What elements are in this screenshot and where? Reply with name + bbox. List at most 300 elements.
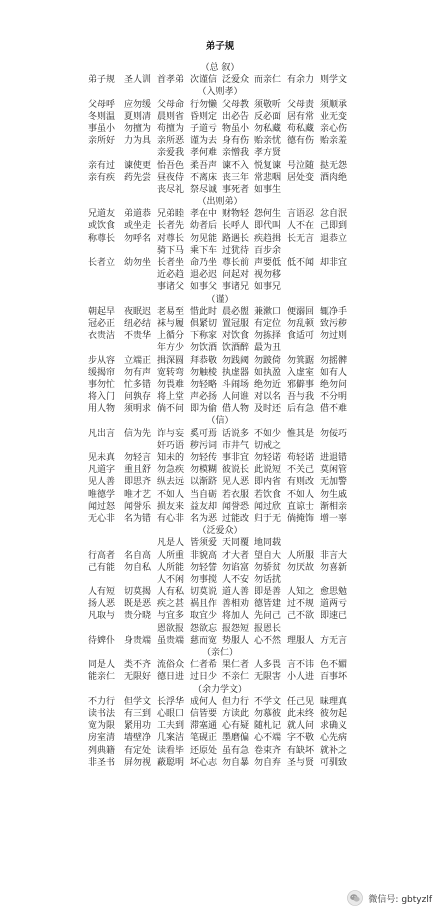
verse-phrase: 愈思勉 (320, 587, 348, 598)
verse-phrase: 还原处 (190, 745, 218, 756)
verse-phrase: 己即到 (320, 221, 348, 232)
verse-phrase: 不如少 (254, 428, 282, 439)
verse-phrase: 皆须爱 (190, 538, 218, 549)
verse-phrase: 父母教 (222, 99, 250, 110)
verse-phrase: 益友却 (190, 501, 218, 512)
verse-phrase: 勿过则 (320, 331, 348, 342)
verse-phrase: 无限好 (124, 672, 152, 683)
verse-line (0, 513, 440, 525)
verse-phrase: 凡道字 (88, 465, 116, 476)
verse-phrase: 心不然 (254, 635, 282, 646)
verse-phrase: 倘不问 (157, 404, 185, 415)
verse-phrase: 倘掩饰 (287, 513, 315, 524)
verse-phrase: 忙多错 (124, 379, 152, 390)
verse-phrase: 百事坏 (320, 672, 348, 683)
verse-phrase: 凡是人 (157, 538, 185, 549)
verse-line (0, 208, 440, 220)
verse-phrase: 疾趋揖 (254, 233, 282, 244)
verse-phrase: 拜恭敬 (190, 355, 218, 366)
verse-phrase: 如执盈 (254, 367, 282, 378)
verse-phrase: 勿自弃 (254, 757, 282, 768)
verse-phrase: 应勿缓 (124, 99, 152, 110)
verse-phrase: 如事父 (190, 282, 218, 293)
verse-phrase: 百步余 (254, 245, 282, 256)
verse-phrase: 借不难 (320, 404, 348, 415)
verse-phrase: 父母呼 (88, 99, 116, 110)
verse-phrase: 己有能 (88, 562, 116, 573)
verse-phrase: 墨磨偏 (222, 733, 250, 744)
verse-phrase: 切戒之 (254, 440, 282, 451)
verse-phrase: 有定处 (124, 745, 152, 756)
verse-phrase: 怡吾色 (157, 160, 185, 171)
verse-phrase: 怨欲忘 (190, 623, 218, 634)
verse-phrase: 老易至 (157, 306, 185, 317)
verse-phrase: 卷束齐 (254, 745, 282, 756)
verse-phrase: 德皆建 (254, 599, 282, 610)
verse-phrase: 仁者希 (190, 660, 218, 671)
verse-phrase: 物虽小 (222, 123, 250, 134)
verse-phrase: 慈而宽 (190, 635, 218, 646)
verse-phrase: 次谨信 (190, 75, 218, 86)
verse-phrase: 几案洁 (157, 733, 185, 744)
verse-phrase: 损友来 (157, 501, 185, 512)
verse-line (0, 160, 440, 172)
verse-line (0, 147, 440, 159)
verse-phrase: 惟其是 (287, 428, 315, 439)
verse-phrase: 但力行 (222, 696, 250, 707)
verse-phrase: 贻亲忧 (254, 136, 282, 147)
verse-phrase: 谨为去 (190, 136, 218, 147)
verse-phrase: 此未终 (287, 708, 315, 719)
verse-phrase: 不关己 (287, 465, 315, 476)
verse-phrase: 读书法 (88, 708, 116, 719)
verse-phrase: 果仁者 (222, 660, 250, 671)
verse-phrase: 即思齐 (124, 477, 152, 488)
verse-phrase: 列典籍 (88, 745, 116, 756)
verse-line (0, 623, 440, 635)
verse-phrase: 人不闲 (157, 574, 185, 585)
verse-phrase: 如有人 (320, 367, 348, 378)
verse-phrase: 对饮食 (222, 331, 250, 342)
verse-phrase: 过能改 (222, 513, 250, 524)
verse-line (0, 74, 440, 86)
verse-phrase: 宽转弯 (157, 367, 185, 378)
verse-line (0, 708, 440, 720)
verse-phrase: 勿私藏 (254, 123, 282, 134)
verse-phrase: 幼者后 (190, 221, 218, 232)
verse-phrase: 方无言 (320, 635, 348, 646)
verse-line (0, 428, 440, 440)
verse-line (0, 659, 440, 671)
verse-phrase: 勿慕彼 (254, 708, 282, 719)
verse-phrase: 名为恶 (190, 513, 218, 524)
verse-phrase: 或饮食 (88, 221, 116, 232)
verse-phrase: 先问己 (254, 611, 282, 622)
verse-phrase: 骑下马 (157, 245, 185, 256)
verse-phrase: 勿生戚 (320, 489, 348, 500)
verse-phrase: 就补之 (320, 745, 348, 756)
verse-phrase: 辄净手 (320, 306, 348, 317)
verse-phrase: 居处变 (287, 172, 315, 183)
verse-phrase: 祭尽诚 (190, 184, 218, 195)
verse-phrase: 若衣服 (222, 489, 250, 500)
verse-phrase: 勿呼名 (124, 233, 152, 244)
verse-phrase: 丧尽礼 (157, 184, 185, 195)
verse-phrase: 即内省 (254, 477, 282, 488)
verse-phrase: 天同覆 (222, 538, 250, 549)
verse-phrase: 退必迟 (190, 270, 218, 281)
verse-line (0, 379, 440, 391)
verse-phrase: 上循分 (157, 331, 185, 342)
verse-phrase: 闻誉恐 (222, 501, 250, 512)
verse-phrase: 亲心伤 (320, 123, 348, 134)
verse-phrase: 首孝弟 (157, 75, 185, 86)
verse-line (0, 281, 440, 293)
verse-phrase: 步从容 (88, 355, 116, 366)
verse-phrase: 就人问 (287, 721, 315, 732)
verse-line (0, 123, 440, 135)
verse-phrase: 将加人 (222, 611, 250, 622)
verse-phrase: 不如人 (157, 489, 185, 500)
verse-phrase: 即是善 (254, 587, 282, 598)
verse-phrase: 斗闹场 (222, 379, 250, 390)
verse-phrase: 泛爱众 (222, 75, 250, 86)
verse-line (0, 476, 440, 488)
verse-phrase: 过不规 (287, 599, 315, 610)
verse-phrase: 奸巧语 (157, 440, 185, 451)
verse-line (0, 257, 440, 269)
verse-phrase: 及时还 (254, 404, 282, 415)
verse-phrase: 身贵端 (124, 635, 152, 646)
verse-line (0, 537, 440, 549)
verse-phrase: 事诸兄 (222, 282, 250, 293)
verse-phrase: 怨何生 (254, 209, 282, 220)
verse-phrase: 以渐跻 (190, 477, 218, 488)
verse-phrase: 须顺承 (320, 99, 348, 110)
page-title: 弟子规 (205, 41, 235, 52)
verse-phrase: 报怨短 (222, 623, 250, 634)
verse-phrase: 同是人 (88, 660, 116, 671)
verse-phrase: 报恩长 (254, 623, 282, 634)
verse-phrase: 问起对 (222, 270, 250, 281)
verse-phrase: 人所服 (287, 550, 315, 561)
watermark-text: 微信号: gbtyzlf (368, 894, 432, 905)
verse-line (0, 671, 440, 683)
verse-phrase: 亲有疾 (88, 172, 116, 183)
verse-line (0, 220, 440, 232)
verse-line (0, 501, 440, 513)
verse-phrase: 夜眠迟 (124, 306, 152, 317)
verse-phrase: 名自高 (124, 550, 152, 561)
verse-phrase: 父母命 (157, 99, 185, 110)
verse-phrase: 若饮食 (254, 489, 282, 500)
verse-phrase: 兄弟睦 (157, 209, 185, 220)
verse-phrase: 致污秽 (320, 318, 348, 329)
verse-phrase: 但学文 (124, 696, 152, 707)
verse-phrase: 惜此时 (190, 306, 218, 317)
verse-phrase: 朝起早 (88, 306, 116, 317)
verse-phrase: 事非宜 (222, 453, 250, 463)
verse-phrase: 切莫说 (190, 587, 218, 598)
verse-phrase: 望自大 (254, 550, 282, 561)
verse-phrase: 勿急疾 (157, 465, 185, 476)
verse-phrase: 唯德学 (88, 489, 116, 500)
verse-phrase: 才大者 (222, 550, 250, 561)
verse-phrase: 祸且作 (190, 599, 218, 610)
verse-phrase: 贻亲羞 (320, 136, 348, 147)
verse-phrase: 切莫揭 (124, 587, 152, 598)
verse-phrase: 非圣书 (88, 757, 116, 768)
verse-phrase: 勿谄富 (222, 562, 250, 573)
verse-line (0, 562, 440, 574)
verse-phrase: 勿擅为 (124, 123, 152, 134)
verse-line (0, 464, 440, 476)
verse-phrase: 人所重 (157, 550, 185, 561)
verse-phrase: 行高者 (88, 550, 116, 561)
verse-phrase: 人知之 (287, 587, 315, 598)
verse-phrase: 闻誉乐 (124, 501, 152, 512)
verse-phrase: 有缺坏 (287, 745, 315, 756)
verse-phrase: 勿轻传 (190, 453, 218, 463)
verse-phrase: 衣贵洁 (88, 331, 116, 342)
verse-phrase: 下称家 (190, 331, 218, 342)
verse-phrase: 无加警 (320, 477, 348, 488)
verse-phrase: 人不安 (222, 574, 250, 585)
verse-phrase: 人有短 (88, 587, 116, 598)
verse-phrase: 将上堂 (157, 392, 185, 403)
verse-phrase: 低不闻 (287, 258, 315, 268)
verse-phrase: 过日少 (190, 672, 218, 683)
verse-phrase: 任己见 (287, 696, 315, 707)
verse-phrase: 弟道恭 (124, 209, 152, 220)
verse-phrase: 事诸父 (157, 282, 185, 293)
verse-phrase: 不力行 (88, 696, 116, 707)
verse-phrase: 与宜多 (157, 611, 185, 622)
verse-phrase: 人不在 (287, 221, 315, 232)
verse-line (0, 635, 440, 647)
verse-phrase: 亲憎我 (222, 148, 250, 159)
verse-phrase: 最为丑 (254, 343, 282, 354)
verse-phrase: 勿拣择 (254, 331, 282, 342)
verse-line (0, 757, 440, 769)
verse-phrase: 勿箕踞 (287, 355, 315, 366)
verse-phrase: 有三到 (124, 708, 152, 719)
verse-phrase: 屏勿视 (124, 757, 152, 768)
verse-phrase: 虽有急 (222, 745, 250, 756)
verse-phrase: 知未的 (157, 453, 185, 463)
verse-phrase: 声必扬 (190, 392, 218, 403)
verse-phrase: 孝何难 (190, 148, 218, 159)
section-heading: （泛爱众） (197, 526, 243, 537)
verse-phrase: 长者立 (88, 258, 116, 268)
verse-phrase: 勿事搅 (190, 574, 218, 585)
verse-phrase: 圣人训 (124, 75, 152, 86)
verse-phrase: 德日进 (157, 672, 185, 683)
verse-line (0, 550, 440, 562)
verse-line (0, 367, 440, 379)
verse-line (0, 610, 440, 622)
verse-phrase: 勿轻言 (124, 453, 152, 463)
verse-phrase: 色不媚 (320, 660, 348, 671)
verse-line (0, 574, 440, 586)
verse-phrase: 彼说长 (222, 465, 250, 476)
verse-phrase: 成何人 (190, 696, 218, 707)
verse-phrase: 贵分晓 (124, 611, 152, 622)
verse-phrase: 勿轻訾 (190, 562, 218, 573)
verse-phrase: 入虚室 (287, 367, 315, 378)
verse-phrase: 有定位 (254, 318, 282, 329)
verse-phrase: 兄道友 (88, 209, 116, 220)
verse-phrase: 滞塞通 (190, 721, 218, 732)
verse-phrase: 直谅士 (287, 501, 315, 512)
verse-phrase: 执虚器 (222, 367, 250, 378)
verse-phrase: 谏不入 (222, 160, 250, 171)
verse-phrase: 人问谁 (222, 392, 250, 403)
verse-phrase: 信皆要 (190, 708, 218, 719)
verse-phrase: 扬人恶 (88, 599, 116, 610)
verse-phrase: 出必告 (222, 111, 250, 122)
verse-phrase: 不离床 (190, 172, 218, 183)
verse-phrase: 有心非 (157, 513, 185, 524)
verse-phrase: 人有私 (157, 587, 185, 598)
verse-phrase: 身有伤 (222, 136, 250, 147)
verse-phrase: 势服人 (222, 635, 250, 646)
verse-phrase: 居有常 (287, 111, 315, 122)
verse-line (0, 598, 440, 610)
verse-phrase: 则学文 (320, 75, 348, 86)
verse-phrase: 视勿移 (254, 270, 282, 281)
verse-phrase: 见人善 (88, 477, 116, 488)
verse-phrase: 用人物 (88, 404, 116, 415)
verse-phrase: 亲爱我 (157, 148, 185, 159)
verse-phrase: 药先尝 (124, 172, 152, 183)
verse-phrase: 如事生 (254, 184, 282, 195)
verse-phrase: 当自砺 (190, 489, 218, 500)
verse-phrase: 弟子规 (88, 75, 116, 86)
verse-phrase: 见未真 (88, 453, 116, 463)
verse-phrase: 勿模糊 (190, 465, 218, 476)
verse-line (0, 245, 440, 257)
verse-phrase: 心有疑 (222, 721, 250, 732)
verse-phrase: 晨必盥 (222, 306, 250, 317)
verse-phrase: 缓揭帘 (88, 367, 116, 378)
verse-phrase: 随札记 (254, 721, 282, 732)
wechat-icon (347, 890, 363, 906)
verse-line (0, 440, 440, 452)
verse-phrase: 挞无怨 (320, 160, 348, 171)
verse-phrase: 年方少 (157, 343, 185, 354)
verse-phrase: 号泣随 (287, 160, 315, 171)
verse-phrase: 苟私藏 (287, 123, 315, 134)
verse-phrase: 理服人 (287, 635, 315, 646)
verse-line (0, 318, 440, 330)
verse-phrase: 命乃坐 (190, 258, 218, 268)
verse-phrase: 待婢仆 (88, 635, 116, 646)
verse-phrase: 亲所恶 (157, 136, 185, 147)
verse-line (0, 135, 440, 147)
verse-phrase: 勿饮酒 (190, 343, 218, 354)
verse-phrase: 闻过怒 (88, 501, 116, 512)
verse-phrase: 勿话扰 (254, 574, 282, 585)
verse-phrase: 疾之甚 (157, 599, 185, 610)
verse-phrase: 事勿忙 (88, 379, 116, 390)
verse-phrase: 行勿懒 (190, 99, 218, 110)
verse-phrase: 取宜少 (190, 611, 218, 622)
verse-line (0, 330, 440, 342)
verse-phrase: 房室清 (88, 733, 116, 744)
verse-phrase: 即为偷 (190, 404, 218, 415)
verse-phrase: 父母责 (287, 99, 315, 110)
verse-phrase: 善相劝 (222, 599, 250, 610)
verse-phrase: 心不端 (254, 733, 282, 744)
verse-line (0, 403, 440, 415)
verse-phrase: 勿乱顿 (287, 318, 315, 329)
verse-phrase: 紧用功 (124, 721, 152, 732)
verse-phrase: 笔砚正 (190, 733, 218, 744)
verse-phrase: 墙壁净 (124, 733, 152, 744)
verse-phrase: 渐相亲 (320, 501, 348, 512)
verse-phrase: 财物轻 (222, 209, 250, 220)
verse-phrase: 谏使更 (124, 160, 152, 171)
verse-phrase: 不贵华 (124, 331, 152, 342)
verse-phrase: 可驯致 (320, 757, 348, 768)
verse-phrase: 乘下车 (190, 245, 218, 256)
verse-phrase: 昼夜侍 (157, 172, 185, 183)
verse-phrase: 近必趋 (157, 270, 185, 281)
verse-phrase: 忿自泯 (320, 209, 348, 220)
verse-phrase: 亲所好 (88, 136, 116, 147)
verse-phrase: 柔吾声 (190, 160, 218, 171)
verse-phrase: 后有急 (287, 404, 315, 415)
verse-phrase: 事虽小 (88, 123, 116, 134)
verse-phrase: 即速已 (320, 611, 348, 622)
section-heading: （信） (206, 416, 234, 427)
verse-phrase: 却非宜 (320, 258, 348, 268)
section-heading: （总 叙） (200, 63, 240, 73)
verse-phrase: 名为错 (124, 513, 152, 524)
verse-phrase: 德有伤 (287, 136, 315, 147)
verse-phrase: 重且舒 (124, 465, 152, 476)
verse-phrase: 吾与我 (287, 392, 315, 403)
verse-phrase: 尊长前 (222, 258, 250, 268)
verse-phrase: 袜与履 (157, 318, 185, 329)
verse-phrase: 饮酒醉 (222, 343, 250, 354)
verse-phrase: 业无变 (320, 111, 348, 122)
verse-line (0, 391, 440, 403)
verse-phrase: 对尊长 (157, 233, 185, 244)
verse-line (0, 489, 440, 501)
verse-phrase: 丧三年 (222, 172, 250, 183)
verse-phrase: 不学文 (254, 696, 282, 707)
verse-phrase: 心眼口 (157, 708, 185, 719)
verse-phrase: 将入门 (88, 392, 116, 403)
verse-phrase: 勿自私 (124, 562, 152, 573)
verse-phrase: 非言大 (320, 550, 348, 561)
verse-phrase: 绝勿问 (320, 379, 348, 390)
section-heading: （入则孝） (197, 87, 243, 98)
verse-phrase: 有则改 (287, 477, 315, 488)
section-heading: （余力学文） (192, 684, 247, 695)
verse-phrase: 唯才艺 (124, 489, 152, 500)
verse-phrase: 便溺回 (287, 306, 315, 317)
section-heading: （出则弟） (197, 197, 243, 208)
verse-phrase: 有余力 (287, 75, 315, 86)
verse-phrase: 置冠服 (222, 318, 250, 329)
verse-phrase: 勿跛倚 (254, 355, 282, 366)
verse-phrase: 勿佞巧 (320, 428, 348, 439)
verse-line (0, 111, 440, 123)
verse-phrase: 勿喜新 (320, 562, 348, 573)
